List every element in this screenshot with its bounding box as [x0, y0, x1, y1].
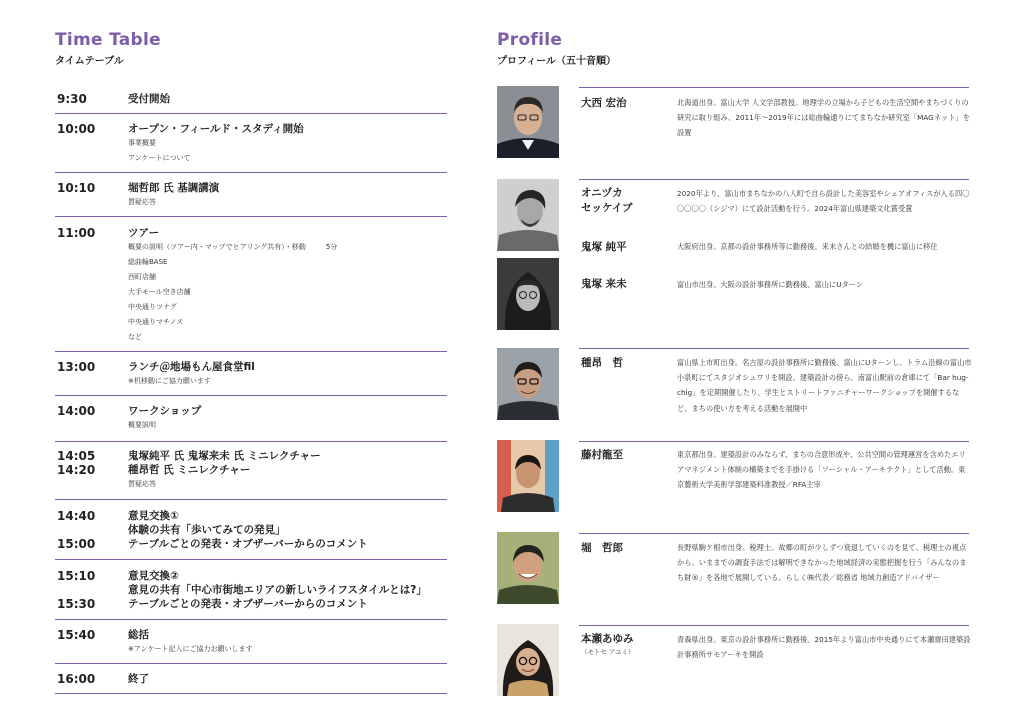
row-time: 14:00 — [57, 404, 96, 418]
portrait-man-bw — [497, 179, 559, 251]
portrait-man-glasses — [497, 86, 559, 158]
portrait-woman-glasses — [497, 258, 559, 330]
profile-name: 種昂 哲 — [581, 357, 623, 369]
row-title: 意見の共有「中心市街地エリアの新しいライフスタイルとは?」 — [128, 584, 427, 596]
timetable-row — [55, 217, 447, 352]
row-title: 受付開始 — [128, 93, 170, 105]
profile-subheading: プロフィール（五十音順） — [497, 56, 616, 67]
row-title: テーブルごとの発表・オブザーバーからのコメント — [128, 598, 368, 610]
row-note: 質疑応答 — [128, 198, 156, 206]
portrait-man-smiling — [497, 532, 559, 604]
profile-bio: 2020年より、富山市まちなかの八人町で自ら設計した美容室やシェアオフィスが入る四〇〇〇〇〇（シジマ）にて設計活動を行う。2024年富山県建築文化賞受賞 — [677, 189, 970, 214]
row-time: 14:40 — [57, 509, 96, 523]
row-note-duration: 5分 — [325, 243, 338, 251]
row-note: ※机移動にご協力願います — [128, 377, 211, 385]
profile-bio: 北海道出身。富山大学 人文学部教授。地理学の立場から子どもの生活空間やまちづくりの研究に取り組み、2011年〜2019年には総曲輪通りにてまちなか研究室「MAGネット」を設置 — [677, 98, 970, 138]
timetable-row — [55, 114, 447, 173]
row-title: 終了 — [128, 673, 149, 685]
row-note: 総曲輪BASE — [128, 258, 168, 266]
row-note: 中央通りマチノス — [128, 318, 184, 326]
row-time: 15:00 — [57, 537, 96, 551]
row-title: ワークショップ — [128, 405, 202, 417]
row-time: 15:10 — [57, 569, 96, 583]
profile-bio: 大阪府出身。京都の設計事務所等に勤務後、来未さんとの結婚を機に富山に移住 — [677, 242, 938, 251]
row-note: 質疑応答 — [128, 480, 156, 488]
row-note: 事業概要 — [128, 139, 156, 147]
timetable-row — [55, 352, 447, 396]
profile-bio: 富山県上市町出身。名古屋の設計事務所に勤務後、富山にUターンし、トラム沿線の富山市小泉町にてスタジオシュワリを開設。建築設計の傍ら、南富山駅前の倉庫にて「Bar hug-chig」を定期開催したり、学生とストリートファニチャーワークショップを開催するなど、まちの使い方を考える活動を展開中 — [677, 358, 972, 413]
portrait-photo — [497, 86, 559, 158]
portrait-man-colorful — [497, 440, 559, 512]
portrait-photo — [497, 532, 559, 604]
row-title: 総括 — [128, 629, 149, 641]
row-time: 11:00 — [57, 226, 96, 240]
row-title: 意見交換① — [128, 510, 179, 522]
timetable-row — [55, 85, 447, 114]
profile-name: 鬼塚 来未 — [581, 278, 627, 290]
row-title: 堀哲郎 氏 基調講演 — [128, 182, 220, 194]
timetable — [55, 85, 447, 694]
profile-bio: 富山市出身。大阪の設計事務所に勤務後、富山にUターン — [677, 280, 864, 289]
profile-list — [497, 0, 977, 724]
portrait-photo — [497, 348, 559, 420]
row-title: 種昂哲 氏 ミニレクチャー — [128, 464, 251, 476]
row-time: 13:00 — [57, 360, 96, 374]
timetable-row — [55, 560, 447, 620]
profile-name: オニヅカ セッケイブ — [581, 187, 633, 214]
portrait-photo — [497, 440, 559, 512]
portrait-man-glasses — [497, 348, 559, 420]
row-title: 体験の共有「歩いてみての発見」 — [128, 524, 286, 536]
profile-name: 鬼塚 純平 — [581, 241, 627, 253]
timetable-row — [55, 664, 447, 694]
profile-name: 堀 哲郎 — [581, 542, 623, 554]
row-time: 9:30 — [57, 92, 87, 106]
row-note: 西町店舗 — [128, 273, 156, 281]
portrait-photo — [497, 258, 559, 330]
row-note: ※アンケート記入にご協力お願いします — [128, 645, 253, 653]
row-title: 意見交換② — [128, 570, 179, 582]
row-title: 鬼塚純平 氏 鬼塚来未 氏 ミニレクチャー — [128, 450, 321, 462]
row-note: 中央通りツナグ — [128, 303, 177, 311]
row-note: など — [128, 333, 142, 341]
row-time: 14:20 — [57, 463, 96, 477]
row-title: テーブルごとの発表・オブザーバーからのコメント — [128, 538, 368, 550]
timetable-row — [55, 620, 447, 664]
row-title: ランチ＠地場もん屋食堂fil — [128, 361, 255, 373]
portrait-photo — [497, 179, 559, 251]
portrait-woman-glasses — [497, 624, 559, 696]
profile-name: 本瀬あゆみ — [581, 633, 634, 645]
timetable-row — [55, 442, 447, 500]
row-time: 10:10 — [57, 181, 96, 195]
row-time: 10:00 — [57, 122, 96, 136]
profile-name: 大西 宏治 — [581, 97, 627, 109]
row-title: ツアー — [128, 227, 160, 239]
profile-bio: 青森県出身。東京の設計事務所に勤務後、2015年より富山市中央通りにて本瀬齋田建築設計事務所サモアーキを開設 — [677, 635, 971, 660]
row-time: 14:05 — [57, 449, 96, 463]
timetable-subheading: タイムテーブル — [55, 56, 124, 67]
portrait-photo — [497, 624, 559, 696]
timetable-row — [55, 396, 447, 442]
row-note: 概要説明 — [128, 421, 156, 429]
profile-name: 藤村龍至 — [581, 449, 623, 461]
row-time: 15:30 — [57, 597, 96, 611]
row-time: 16:00 — [57, 672, 96, 686]
row-title: オープン・フィールド・スタディ開始 — [128, 123, 304, 135]
profile-heading: Profile — [497, 30, 563, 50]
profile-bio: 長野県駒ケ根市出身。税理士。故郷の町が少しずつ衰退していくのを見て、税理士の視点から、いままでの調査手法では解明できなかった地域経済の実態把握を行う「みんなのまち財®」を各地で展開している。らしく㈱代表／総務省 地域力創造アドバイザー — [677, 543, 967, 583]
row-note: 概要の説明（ツアー内・マップでヒアリング共有）・移動 — [128, 243, 306, 251]
timetable-row — [55, 173, 447, 217]
profile-bio: 東京都出身。建築設計のみならず、まちの合意形成や、公共空間の管理運営を含めたエリアマネジメント体制の構築までを手掛ける「ソーシャル・アーキテクト」として活動。東京藝術大学美術学部建築科准教授／RFA主宰 — [677, 450, 966, 490]
profile-name-reading: （モトセ アユミ） — [581, 648, 635, 656]
row-time: 15:40 — [57, 628, 96, 642]
row-note: 大手モール空き店舗 — [128, 288, 191, 296]
row-note: アンケートについて — [128, 154, 191, 162]
timetable-heading: Time Table — [55, 30, 161, 50]
timetable-row — [55, 500, 447, 560]
